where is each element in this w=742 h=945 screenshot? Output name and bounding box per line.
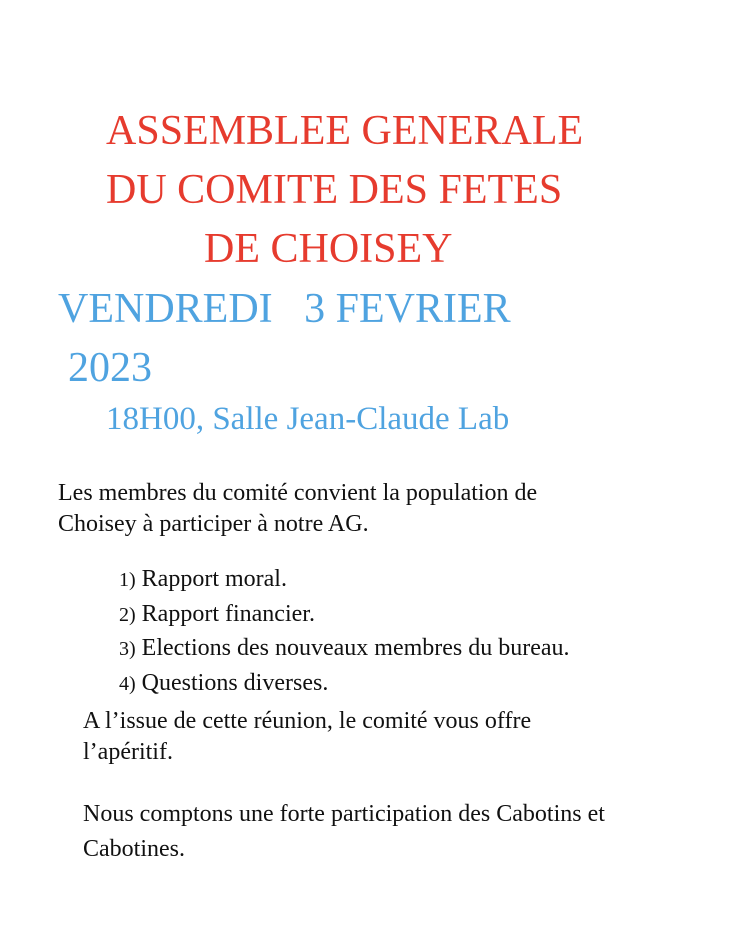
- aperitif-line-1: A l’issue de cette réunion, le comité vous offre: [83, 708, 532, 734]
- intro-line-1: Les membres du comité convient la population de: [58, 480, 538, 506]
- agenda-item-number: 2): [119, 604, 136, 626]
- closing-line-2: Cabotines.: [83, 836, 185, 862]
- heading-line-3: DE CHOISEY: [204, 226, 453, 272]
- agenda-item-text: Questions diverses.: [135, 670, 329, 696]
- agenda-item-text: Rapport financier.: [135, 601, 315, 627]
- event-date: VENDREDI 3 FEVRIER: [58, 286, 511, 332]
- aperitif-line-2: l’apéritif.: [83, 739, 173, 765]
- agenda-item-number: 3): [119, 638, 136, 660]
- agenda-item-text: Rapport moral.: [135, 566, 287, 592]
- heading-line-2: DU COMITE DES FETES: [106, 167, 563, 213]
- agenda-item-number: 4): [119, 673, 136, 695]
- event-time-place: 18H00, Salle Jean-Claude Lab: [106, 401, 510, 437]
- agenda-item-number: 1): [119, 569, 136, 591]
- heading-line-1: ASSEMBLEE GENERALE: [106, 108, 584, 154]
- agenda-item-text: Elections des nouveaux membres du bureau.: [135, 635, 570, 661]
- closing-line-1: Nous comptons une forte participation des Cabotins et: [83, 801, 605, 827]
- intro-line-2: Choisey à participer à notre AG.: [58, 511, 369, 537]
- event-year: 2023: [68, 345, 152, 391]
